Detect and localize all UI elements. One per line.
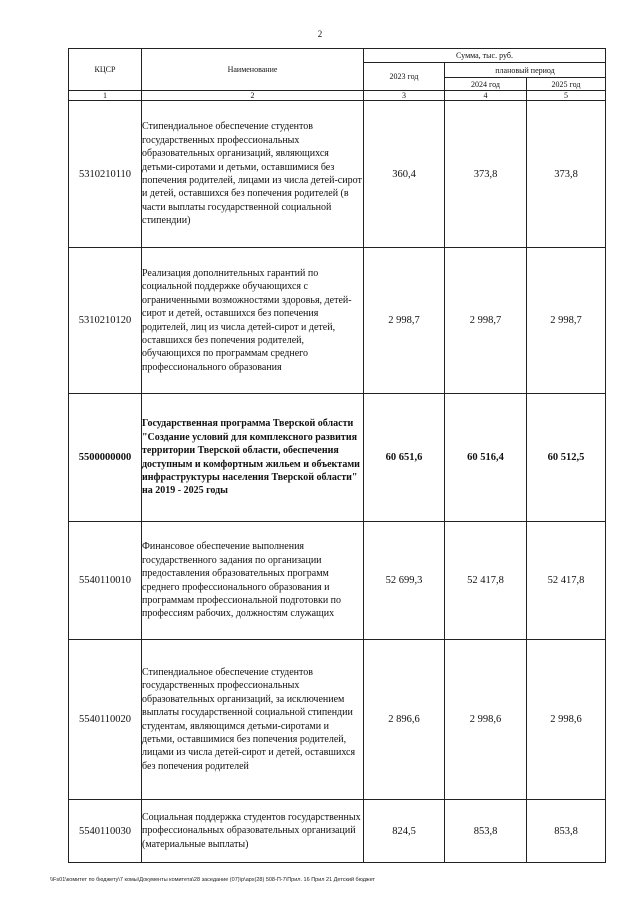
column-index-4: 4 — [445, 91, 527, 101]
row-code: 5500000000 — [69, 394, 142, 522]
table-row — [69, 394, 606, 522]
page-number: 2 — [317, 29, 323, 39]
header-2023: 2023 год — [364, 63, 445, 91]
row-value-2024: 60 516,4 — [445, 394, 527, 522]
row-name: Государственная программа Тверской области "Создание условий для комплексного развития территории Тверской области, обеспечения доступным и комфортным жильем и объектами инфраструктуры населения Тверской области" на 2019 - 2025 годы — [142, 394, 364, 522]
column-index-3: 3 — [364, 91, 445, 101]
header-2025: 2025 год — [527, 78, 606, 91]
header-2024: 2024 год — [445, 78, 527, 91]
header-name: Наименование — [142, 49, 364, 91]
row-value-2023: 824,5 — [364, 800, 445, 863]
table-row — [69, 101, 606, 248]
row-value-2023: 2 998,7 — [364, 248, 445, 394]
row-code: 5540110010 — [69, 522, 142, 640]
row-value-2025: 853,8 — [527, 800, 606, 863]
row-value-2023: 360,4 — [364, 101, 445, 248]
footer-file-path: \\Fs01\комитет по бюджету\7 комы\Документы комитета\28 заседание (07)\р\арх(28) 508-П-7\Прил. 16 Прил 21 Детский бюджет — [50, 877, 375, 883]
row-value-2025: 373,8 — [527, 101, 606, 248]
row-value-2023: 2 896,6 — [364, 640, 445, 800]
row-value-2025: 2 998,6 — [527, 640, 606, 800]
column-index-1: 1 — [69, 91, 142, 101]
row-value-2023: 60 651,6 — [364, 394, 445, 522]
row-name: Социальная поддержка студентов государственных профессиональных образовательных организаций (материальные выплаты) — [142, 800, 364, 863]
header-plan-period: плановый период — [445, 63, 606, 78]
row-value-2024: 373,8 — [445, 101, 527, 248]
column-index-5: 5 — [527, 91, 606, 101]
row-name: Финансовое обеспечение выполнения государственного задания по организации предоставления образовательных программ среднего профессионального образования и программам профессиональной подготовки по профессиям рабочих, должностям служащих — [142, 522, 364, 640]
row-code: 5310210110 — [69, 101, 142, 248]
row-value-2024: 2 998,6 — [445, 640, 527, 800]
row-code: 5310210120 — [69, 248, 142, 394]
column-index-2: 2 — [142, 91, 364, 101]
table-row — [69, 522, 606, 640]
row-name: Стипендиальное обеспечение студентов государственных профессиональных образовательных организаций, являющихся детьми-сиротами и детьми, оставшимися без попечения родителей, лицами из числа детей-сирот и детей, оставшихся без попечения родителей (в части выплаты государственной социальной стипендии) — [142, 101, 364, 248]
header-sum: Сумма, тыс. руб. — [364, 49, 606, 63]
row-value-2024: 52 417,8 — [445, 522, 527, 640]
table-row — [69, 800, 606, 863]
row-name: Реализация дополнительных гарантий по социальной поддержке обучающихся с ограниченными возможностями здоровья, детей-сирот и детей, оставшихся без попечения родителей, лиц из числа детей-сирот и детей, оставшихся без попечения родителей, обучающихся по программам среднего профессионального образования — [142, 248, 364, 394]
row-value-2024: 853,8 — [445, 800, 527, 863]
row-value-2025: 2 998,7 — [527, 248, 606, 394]
row-name: Стипендиальное обеспечение студентов государственных профессиональных образовательных организаций, за исключением выплаты государственной социальной стипендии студентам, являющимся детьми-сиротами и детьми, оставшимися без попечения родителей, лицами из числа детей-сирот и детей, оставшихся без попечения родителей — [142, 640, 364, 800]
row-value-2025: 52 417,8 — [527, 522, 606, 640]
row-code: 5540110020 — [69, 640, 142, 800]
row-value-2025: 60 512,5 — [527, 394, 606, 522]
row-value-2024: 2 998,7 — [445, 248, 527, 394]
table-row — [69, 248, 606, 394]
header-code: КЦСР — [69, 49, 142, 91]
budget-table — [68, 48, 606, 863]
row-value-2023: 52 699,3 — [364, 522, 445, 640]
table-row — [69, 640, 606, 800]
row-code: 5540110030 — [69, 800, 142, 863]
